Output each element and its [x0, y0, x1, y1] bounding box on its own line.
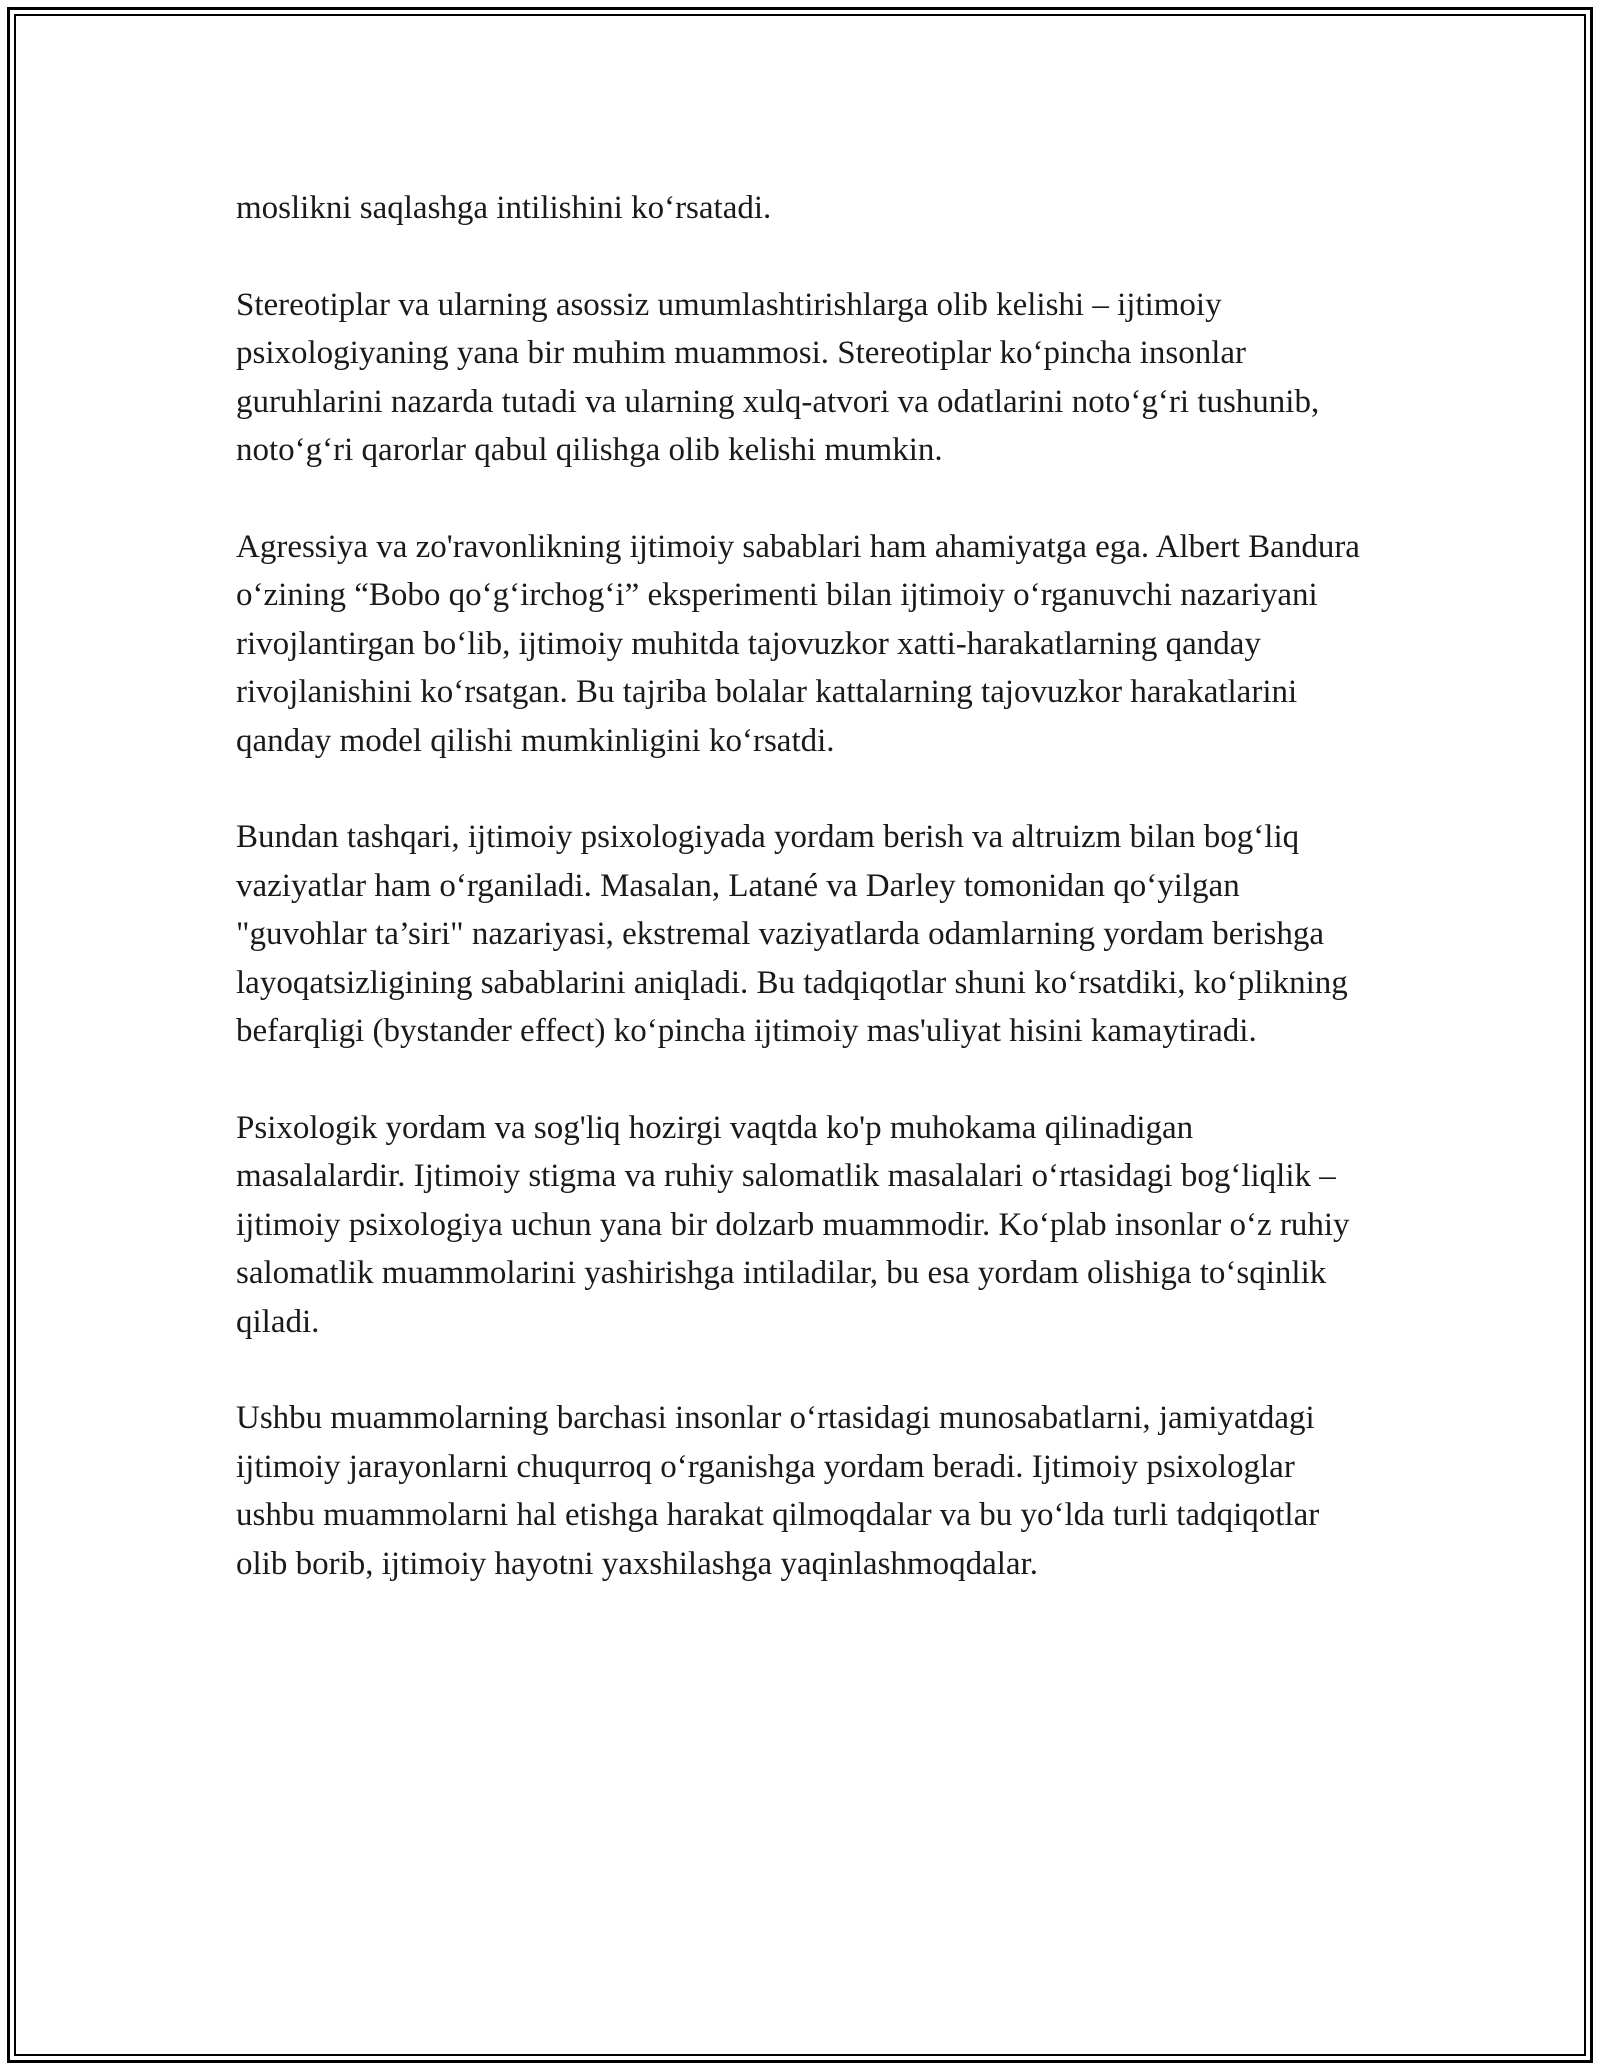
- paragraph-continuation: moslikni saqlashga intilishini ko‘rsatadi.: [236, 190, 772, 226]
- paragraph-altruism: Bundan tashqari, ijtimoiy psixologiyada yordam berish va altruizm bilan bog‘liq vaziyatlar ham o‘rganiladi. Masalan, Latané va Darley tomonidan qo‘yilgan "guvohlar ta’siri" nazariyasi, ekstremal vaziyatlarda odamlarning yordam berishga layoqatsizligining sabablarini aniqladi. Bu tadqiqotlar shuni ko‘rsatdiki, ko‘plikning befarqligi (bystander effect) ko‘pincha ijtimoiy mas'uliyat hisini kamaytiradi.: [236, 819, 1348, 1049]
- paragraph-stereotypes: Stereotiplar va ularning asossiz umumlashtirishlarga olib kelishi – ijtimoiy psixologiyaning yana bir muhim muammosi. Stereotiplar ko‘pincha insonlar guruhlarini nazarda tutadi va ularning xulq-atvori va odatlarini noto‘g‘ri tushunib, noto‘g‘ri qarorlar qabul qilishga olib kelishi mumkin.: [236, 286, 1320, 468]
- document-body: [236, 184, 1366, 1636]
- paragraph-conclusion: Ushbu muammolarning barchasi insonlar o‘rtasidagi munosabatlarni, jamiyatdagi ijtimoiy jarayonlarni chuqurroq o‘rganishga yordam beradi. Ijtimoiy psixologlar ushbu muammolarni hal etishga harakat qilmoqdalar va bu yo‘lda turli tadqiqotlar olib borib, ijtimoiy hayotni yaxshilashga yaqinlashmoqdalar.: [236, 1400, 1320, 1582]
- paragraph-aggression: Agressiya va zo'ravonlikning ijtimoiy sabablari ham ahamiyatga ega. Albert Bandura o‘zining “Bobo qo‘g‘irchog‘i” eksperimenti bilan ijtimoiy o‘rganuvchi nazariyani rivojlantirgan bo‘lib, ijtimoiy muhitda tajovuzkor xatti-harakatlarning qanday rivojlanishini ko‘rsatgan. Bu tajriba bolalar kattalarning tajovuzkor harakatlarini qanday model qilishi mumkinligini ko‘rsatdi.: [236, 528, 1360, 759]
- paragraph-mental-health: Psixologik yordam va sog'liq hozirgi vaqtda ko'p muhokama qilinadigan masalalardir. Ijtimoiy stigma va ruhiy salomatlik masalalari o‘rtasidagi bog‘liqlik – ijtimoiy psixologiya uchun yana bir dolzarb muammodir. Ko‘plab insonlar o‘z ruhiy salomatlik muammolarini yashirishga intiladilar, bu esa yordam olishiga to‘sqinlik qiladi.: [236, 1109, 1350, 1340]
